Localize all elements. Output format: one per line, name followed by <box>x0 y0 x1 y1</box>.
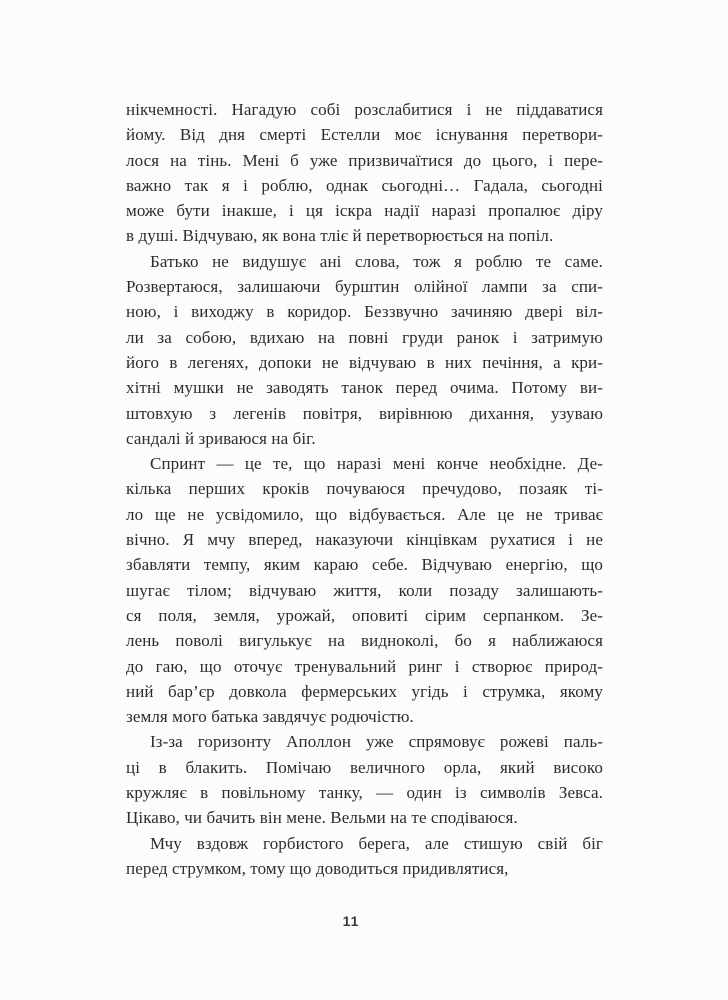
text-line: ною, і виходжу в коридор. Беззвучно зачиняю двері віл- <box>126 302 603 322</box>
text-line: Цікаво, чи бачить він мене. Вельми на те сподіваюся. <box>126 808 518 828</box>
text-line: ло ще не усвідомило, що відбувається. Але це не триває <box>126 504 603 524</box>
text-line: земля мого батька завдячує родючістю. <box>126 707 414 727</box>
text-line: лень поволі вигулькує на видноколі, бо я наближаюся <box>126 631 603 651</box>
text-line: вічно. Я мчу вперед, наказуючи кінцівкам рухатися і не <box>126 530 603 550</box>
page-number: 11 <box>342 913 360 929</box>
text-line: лося на тінь. Мені б уже призвичаїтися до цього, і пере- <box>126 150 603 170</box>
text-line: до гаю, що оточує тренувальний ринг і створює природ- <box>126 656 603 676</box>
text-line: хітні мушки не заводять танок перед очима. Потому ви- <box>126 378 603 398</box>
text-line: Розвертаюся, залишаючи бурштин олійної лампи за спи- <box>126 277 603 297</box>
text-line: Мчу вздовж горбистого берега, але стишую свій біг <box>150 833 603 853</box>
text-line: Спринт — це те, що наразі мені конче необхідне. Де- <box>150 454 603 474</box>
text-line: штовхую з легенів повітря, вирівнюю дихання, узуваю <box>126 403 603 423</box>
text-line: кілька перших кроків почуваюся пречудово, позаяк ті- <box>126 479 603 499</box>
text-line: сандалі й зриваюся на біг. <box>126 428 316 448</box>
text-line: ці в блакить. Помічаю величного орла, який високо <box>126 757 603 777</box>
text-line: Батько не видушує ані слова, тож я роблю те саме. <box>150 251 603 271</box>
text-line: ний бар’єр довкола фермерських угідь і струмка, якому <box>126 681 603 701</box>
text-line: перед струмком, тому що доводиться придивлятися, <box>126 858 509 878</box>
text-line: нікчемності. Нагадую собі розслабитися і не піддаватися <box>126 100 603 119</box>
text-line: його в легенях, допоки не відчуваю в них печіння, а кри- <box>126 352 603 372</box>
text-line: кружляє в повільному танку, — один із символів Зевса. <box>126 783 603 803</box>
text-line: йому. Від дня смерті Естелли моє існування перетвори- <box>126 125 603 145</box>
text-line: в душі. Відчуваю, як вона тліє й перетворюється на попіл. <box>126 226 554 246</box>
text-line: шугає тілом; відчуваю життя, коли позаду залишають- <box>126 580 603 600</box>
text-line: може бути інакше, і ця іскра надії наразі пропалює діру <box>126 201 603 221</box>
text-line: збавляти темпу, яким караю себе. Відчуваю енергію, що <box>126 555 603 575</box>
text-line: Із-за горизонту Аполлон уже спрямовує рожеві паль- <box>150 732 603 752</box>
text-line: ли за собою, вдихаю на повні груди ранок і затримую <box>126 327 603 347</box>
text-line: важно так я і роблю, однак сьогодні… Гадала, сьогодні <box>126 175 603 195</box>
body-text <box>126 97 603 881</box>
text-line: ся поля, земля, урожай, оповиті сірим серпанком. Зе- <box>126 605 603 625</box>
